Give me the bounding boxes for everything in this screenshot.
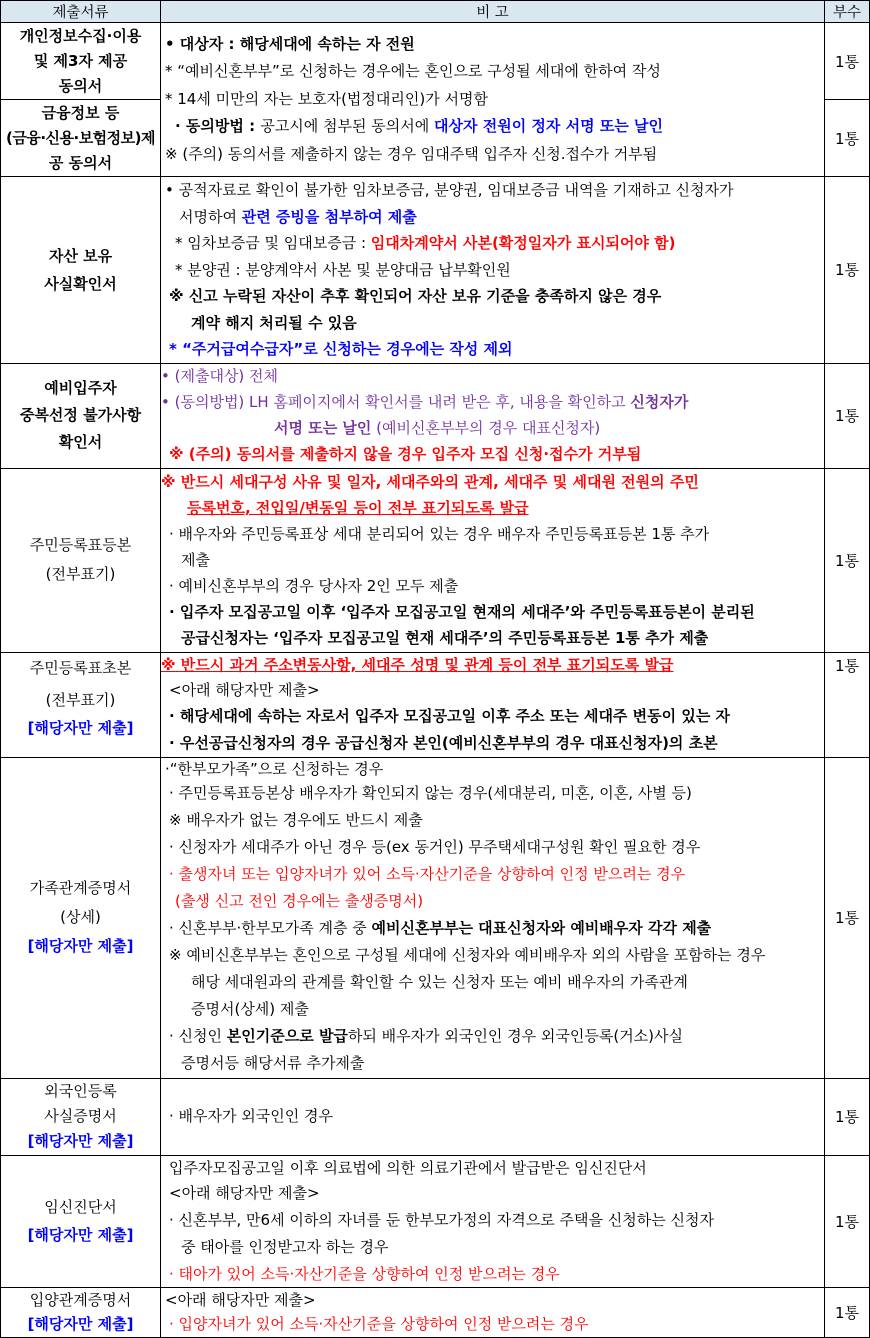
remarks-pregnancy: [161, 1155, 825, 1287]
doc-line: 사실확인서: [44, 274, 117, 293]
doc-financial-consent: [1, 100, 161, 177]
remark-line: <아래 해당자만 제출>: [169, 1183, 320, 1202]
remark-line: * “주거급여수급자”로 신청하는 경우에는 작성 제외: [169, 340, 513, 358]
doc-pregnancy: [1, 1155, 161, 1287]
remarks-foreign-reg: [161, 1078, 825, 1155]
remark-line: • 공적자료로 확인이 불가한 임차보증금, 분양권, 임대보증금 내역을 기재하고 신청자가: [165, 181, 734, 199]
remarks-prelim: [161, 363, 825, 468]
remark-line: · 신청자가 세대주가 아닌 경우 등(ex 동거인) 무주택세대구성원 확인 필요한 경우: [169, 838, 701, 856]
doc-line: (전부표기): [45, 565, 116, 583]
doc-line: (상세): [60, 908, 101, 926]
remark-segment: 임대차계약서 사본(확정일자가 표시되어야 함): [370, 234, 676, 252]
table-row: [1, 468, 870, 652]
remark-segment: * 임차보증금 및 임대보증금 :: [175, 234, 371, 252]
remark-line: 제출: [181, 551, 210, 569]
remark-segment: 하되 배우자가 외국인인 경우 외국인등록(거소)사실: [347, 1027, 684, 1045]
header-docs: 제출서류: [1, 1, 161, 23]
remark-line: [161, 416, 824, 441]
remark-line: ※ 예비신혼부부는 혼인으로 구성될 세대에 신청자와 예비배우자 외의 사람을 포함하는 경우: [169, 946, 766, 964]
doc-line: 입양관계증명서: [29, 1291, 132, 1309]
doc-resident-copy: [1, 468, 161, 652]
count-family-relation: 1통: [825, 757, 870, 1078]
remark-line: 계약 해지 처리될 수 있음: [191, 313, 357, 332]
remark-segment: · 신청인: [169, 1027, 227, 1045]
remark-segment: • (동의방법): [161, 392, 245, 411]
remark-segment: 서명 또는 날인: [274, 418, 372, 437]
remarks-resident-abstract: [161, 652, 825, 757]
table-row: [1, 23, 870, 100]
count-foreign-reg: 1통: [825, 1078, 870, 1155]
remark-line: · 신혼부부, 만6세 이하의 자녀를 둔 한부모가정의 자격으로 주택을 신청하는 신청자: [169, 1210, 714, 1229]
remark-line: ※ 배우자가 없는 경우에도 반드시 제출: [169, 811, 423, 829]
remarks-adoption: [161, 1287, 825, 1337]
table-row: [1, 1287, 870, 1337]
table-row: [1, 1078, 870, 1155]
remark-line: · 배우자가 외국인인 경우: [169, 1106, 333, 1125]
remark-line: · 입주자 모집공고일 이후 ‘입주자 모집공고일 현재의 세대주’와 주민등록표등본이 분리된: [169, 603, 755, 621]
remark-segment: · 동의방법 :: [175, 117, 261, 136]
doc-prelim: [1, 363, 161, 468]
doc-line: 확인서: [58, 433, 103, 451]
remark-segment: 관련 증빙을 첨부하여 제출: [241, 207, 417, 226]
doc-family-relation: [1, 757, 161, 1078]
doc-resident-abstract: [1, 652, 161, 757]
remarks-family-relation: [161, 757, 825, 1078]
remark-line: ※ 반드시 세대구성 사유 및 일자, 세대주와의 관계, 세대주 및 세대원 전원의 주민: [161, 473, 699, 491]
remark-line: · 출생자녀 또는 입양자녀가 있어 소득·자산기준을 상향하여 인정 받으려는 경우: [169, 865, 686, 883]
remark-line: * 14세 미만의 자는 보호자(법정대리인)가 서명함: [165, 89, 488, 108]
remark-line: • 대상자 : 해당세대에 속하는 자 전원: [165, 34, 415, 53]
remark-line: 증명서등 해당서류 추가제출: [181, 1054, 365, 1072]
remark-segment: (예비신혼부부의 경우 대표신청자): [371, 418, 601, 437]
remark-segment: • (제출대상): [161, 366, 245, 385]
doc-line: 공 동의서: [48, 153, 113, 172]
doc-line: 외국인등록: [44, 1082, 117, 1100]
remark-line: 해당 세대원과의 관계를 확인할 수 있는 신청자 또는 예비 배우자의 가족관계: [191, 973, 688, 991]
doc-line: 개인정보수집·이용: [19, 26, 142, 45]
remark-line: [161, 230, 824, 257]
remark-line: * “예비신혼부부”로 신청하는 경우에는 혼인으로 구성될 세대에 한하여 작성: [165, 62, 661, 81]
doc-asset: [1, 177, 161, 364]
remark-line: (출생 신고 전인 경우에는 출생증명서): [175, 892, 424, 910]
remark-line: · 입양자녀가 있어 소득·자산기준을 상향하여 인정 받으려는 경우: [169, 1315, 589, 1333]
doc-line: 예비입주자: [44, 379, 117, 397]
remark-line: * 분양권 : 분양계약서 사본 및 분양대금 납부확인원: [175, 260, 511, 279]
remark-line: ※ (주의) 동의서를 제출하지 않는 경우 임대주택 입주자 신청.접수가 거부됨: [165, 144, 658, 163]
remark-line: ※ (주의) 동의서를 제출하지 않을 경우 입주자 모집 신청·접수가 거부됨: [169, 444, 642, 463]
remark-line: · 태아가 있어 소득·자산기준을 상향하여 인정 받으려는 경우: [169, 1264, 560, 1283]
remark-line: [161, 364, 824, 389]
remark-line: 등록번호, 전입일/변동일 등이 전부 표기되도록 발급: [187, 499, 529, 517]
remark-line: <아래 해당자만 제출>: [165, 1291, 316, 1309]
doc-line: 사실증명서: [44, 1107, 117, 1125]
remark-line: [161, 389, 824, 416]
remark-line: ※ 신고 누락된 자산이 추후 확인되어 자산 보유 기준을 충족하지 않은 경우: [169, 287, 662, 305]
remark-line: · 예비신혼부부의 경우 당사자 2인 모두 제출: [169, 577, 459, 595]
count-resident-copy: 1통: [825, 468, 870, 652]
doc-line: [해당자만 제출]: [27, 937, 134, 955]
remark-line: · 주민등록표등본상 배우자가 확인되지 않는 경우(세대분리, 미혼, 이혼, 사별 등): [169, 784, 692, 802]
count-financial: 1통: [825, 100, 870, 177]
remarks-resident-copy: [161, 468, 825, 652]
doc-line: [해당자만 제출]: [27, 718, 134, 737]
doc-line: [해당자만 제출]: [27, 1132, 134, 1150]
count-prelim: 1통: [825, 363, 870, 468]
doc-line: (전부표기): [45, 690, 116, 709]
doc-line: 및 제3자 제공: [33, 51, 128, 70]
remark-line: · 배우자와 주민등록표상 세대 분리되어 있는 경우 배우자 주민등록표등본 1통 추가: [169, 525, 710, 543]
header-remarks: 비 고: [161, 1, 825, 23]
remarks-privacy: [161, 23, 825, 177]
remark-line: 입주자모집공고일 이후 의료법에 의한 의료기관에서 발급받은 임신진단서: [169, 1158, 647, 1177]
doc-line: (금융·신용·보험정보)제: [5, 128, 156, 147]
remark-segment: 서명하여: [179, 207, 242, 226]
remark-line: · 해당세대에 속하는 자로서 입주자 모집공고일 이후 주소 또는 세대주 변동이 있는 자: [169, 706, 731, 725]
remark-line: [161, 915, 824, 942]
table-row: [1, 652, 870, 757]
doc-line: 금융정보 등: [41, 103, 120, 122]
remark-segment: · 신혼부부·한부모가족 계층 중: [169, 919, 372, 937]
remark-line: <아래 해당자만 제출>: [169, 680, 320, 699]
count-privacy: 1통: [825, 23, 870, 100]
header-row: [1, 1, 870, 23]
count-resident-abstract: 1통: [825, 652, 870, 757]
remark-segment: 대상자 전원이 정자 서명 또는 날인: [434, 117, 664, 136]
remark-segment: 예비신혼부부는 대표신청자와 예비배우자 각각 제출: [371, 919, 712, 937]
doc-privacy-consent: [1, 23, 161, 100]
header-count: 부수: [825, 1, 870, 23]
table-row: [1, 363, 870, 468]
doc-line: 가족관계증명서: [29, 879, 132, 897]
remark-line: 공급신청자는 ‘입주자 모집공고일 현재 세대주’의 주민등록표등본 1통 추가 제출: [181, 629, 709, 647]
remarks-asset: [161, 177, 825, 364]
remark-line: [161, 113, 824, 141]
count-asset: 1통: [825, 177, 870, 364]
remark-line: [161, 204, 824, 231]
doc-line: 동의서: [58, 76, 103, 95]
doc-line: 임신진단서: [44, 1198, 117, 1216]
remark-line: 중 태아를 인정받고자 하는 경우: [181, 1237, 389, 1256]
remark-line: ※ 반드시 과거 주소변동사항, 세대주 성명 및 관계 등이 전부 표기되도록 발급: [161, 655, 674, 674]
remark-line: 증명서(상세) 제출: [191, 1000, 309, 1018]
remark-segment: 공고시에 첨부된 동의서에: [260, 117, 435, 136]
remark-line: ·“한부모가족”으로 신청하는 경우: [165, 760, 384, 778]
table-row: [1, 177, 870, 364]
doc-adoption: [1, 1287, 161, 1337]
doc-foreign-reg: [1, 1078, 161, 1155]
remark-segment: 본인기준으로 발급: [226, 1027, 348, 1045]
count-adoption: 1통: [825, 1287, 870, 1337]
doc-line: [해당자만 제출]: [27, 1315, 134, 1333]
doc-line: 자산 보유: [48, 246, 113, 265]
doc-line: 중복선정 불가사항: [19, 406, 142, 424]
remark-line: [161, 1023, 824, 1050]
remark-segment: 신청자가: [630, 392, 689, 411]
doc-line: 주민등록표초본: [29, 658, 132, 677]
remark-line: · 우선공급신청자의 경우 공급신청자 본인(예비신혼부부의 경우 대표신청자)의 초본: [169, 733, 718, 752]
table-row: [1, 1155, 870, 1287]
doc-line: 주민등록표등본: [29, 536, 132, 554]
doc-line: [해당자만 제출]: [27, 1226, 134, 1244]
remark-segment: 전체: [244, 366, 279, 385]
count-pregnancy: 1통: [825, 1155, 870, 1287]
table-row: [1, 757, 870, 1078]
remark-segment: LH 홈페이지에서 확인서를 내려 받은 후, 내용을 확인하고: [244, 392, 631, 411]
